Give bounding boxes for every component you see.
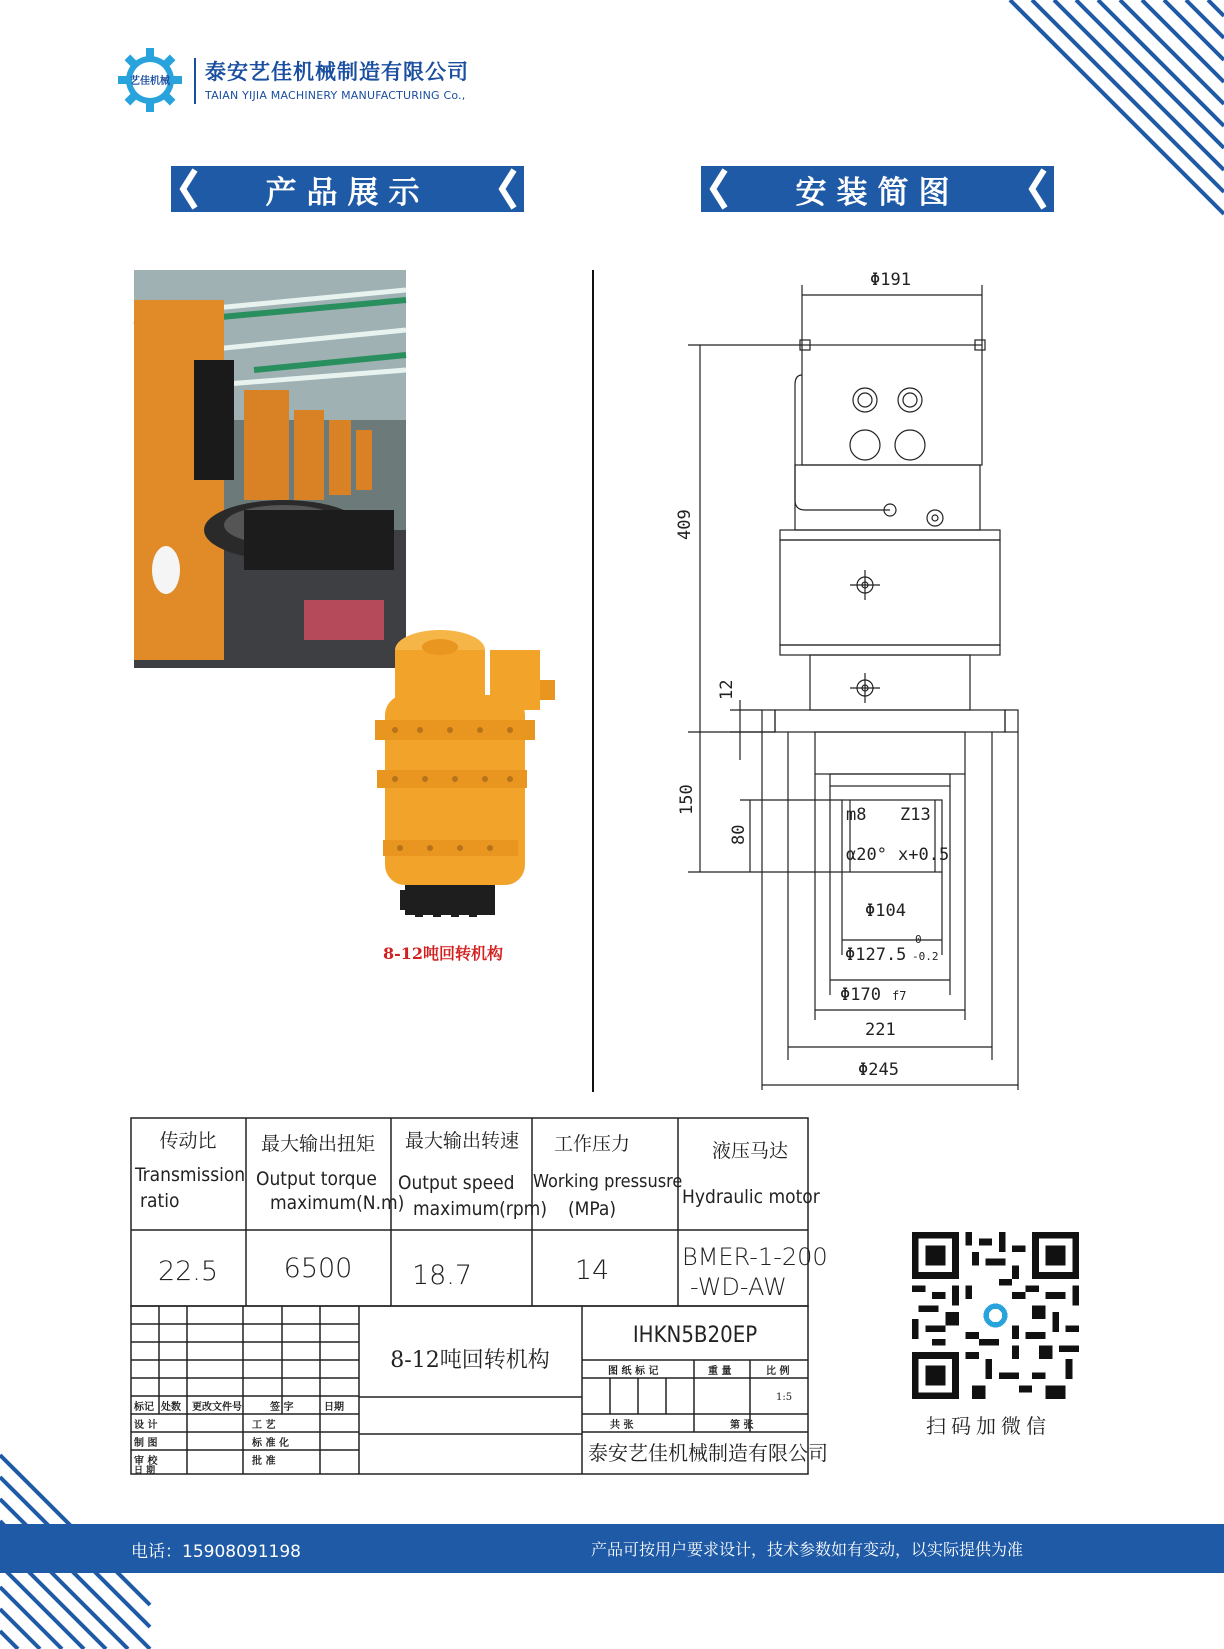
tb-company: 泰安艺佳机械制造有限公司 (588, 1441, 828, 1465)
dim-d127: Φ127.5 (845, 945, 907, 965)
tb-mid-approve: 批 准 (252, 1456, 276, 1467)
dim-12: 12 (717, 679, 737, 700)
value-ratio: 22.5 (157, 1256, 219, 1287)
section-banner-product (171, 166, 524, 212)
dim-221: 221 (865, 1020, 896, 1040)
header-speed-en1: Output speed (398, 1172, 515, 1194)
value-motor-line2: -WD-AW (690, 1273, 787, 1301)
company-logo (118, 48, 182, 112)
tb-col-count: 处数 (161, 1402, 181, 1413)
tb-label-weight: 重 量 (708, 1366, 732, 1377)
dim-d191: Φ191 (870, 270, 911, 290)
footer-note: 产品可按用户要求设计，技术参数如有变动，以实际提供为准 (591, 1540, 1024, 1559)
tb-scale-value: 1:5 (776, 1392, 793, 1403)
tb-mid-process: 工 艺 (252, 1420, 276, 1431)
section-divider (592, 270, 594, 1092)
chevron-left-icon (1024, 166, 1050, 212)
header-pressure-en2: (MPa) (568, 1198, 617, 1220)
chevron-left-icon (175, 166, 201, 212)
qr-label: 扫码加微信 (926, 1414, 1051, 1438)
qr-code[interactable] (912, 1232, 1079, 1399)
dim-409: 409 (675, 509, 695, 540)
tb-col-change: 更改文件号 (192, 1402, 242, 1413)
header-speed-en2: maximum(rpm) (413, 1198, 548, 1220)
header-torque-en1: Output torque (256, 1168, 377, 1190)
tb-mid-standard: 标 准 化 (252, 1438, 289, 1449)
dim-d127-tol-lower: -0.2 (912, 950, 939, 963)
tb-sheet-total: 共 张 (610, 1420, 634, 1431)
header-pressure-en1: Working pressusre (533, 1171, 683, 1192)
value-speed: 18.7 (411, 1260, 473, 1291)
tb-row-check: 审 校 (134, 1456, 158, 1467)
tb-product-name: 8-12吨回转机构 (390, 1348, 550, 1373)
chevron-left-icon (705, 166, 731, 212)
product-photo (375, 625, 585, 925)
header-ratio-en1: Transmission (135, 1164, 246, 1186)
footer-phone: 电话：15908091198 (131, 1542, 301, 1562)
tb-row-design: 设 计 (134, 1420, 158, 1431)
tb-sheet-no: 第 张 (730, 1420, 754, 1431)
tb-label-scale: 比 例 (766, 1366, 790, 1377)
logo-divider (194, 58, 196, 104)
value-torque: 6500 (283, 1253, 353, 1284)
header-speed-cn: 最大输出转速 (404, 1130, 520, 1152)
dim-80: 80 (729, 824, 749, 845)
dim-d127-tol-upper: 0 (915, 933, 922, 946)
header-motor-cn: 液压马达 (711, 1140, 789, 1162)
value-pressure: 14 (574, 1255, 610, 1286)
header-motor-en1: Hydraulic motor (682, 1186, 820, 1208)
tb-row-draw: 制 图 (134, 1438, 158, 1449)
section-title-product: 产品展示 (265, 174, 430, 211)
tb-col-mark: 标记 (134, 1402, 154, 1413)
logo-mark-text: 艺佳机械 (130, 76, 170, 87)
tb-col-date: 日期 (324, 1402, 344, 1413)
section-banner-install (701, 166, 1054, 212)
company-name-en: TAIAN YIJIA MACHINERY MANUFACTURING Co., (205, 89, 466, 102)
dim-150: 150 (677, 784, 697, 815)
chevron-left-icon (494, 166, 520, 212)
section-title-install: 安装简图 (795, 174, 960, 211)
dim-d170-fit: f7 (892, 989, 907, 1003)
gear-pressure-angle: α20° (846, 845, 887, 865)
header-ratio-cn: 传动比 (159, 1130, 217, 1152)
gear-teeth: Z13 (900, 805, 931, 825)
gear-shift: x+0.5 (898, 845, 950, 865)
header-ratio-en2: ratio (140, 1190, 180, 1212)
tb-col-sign: 签 字 (270, 1402, 294, 1413)
header-pressure-cn: 工作压力 (553, 1133, 631, 1155)
spec-table (130, 1117, 828, 1477)
dim-d245: Φ245 (858, 1060, 899, 1080)
tb-drawing-code: IHKN5B20EP (632, 1323, 758, 1348)
installation-drawing (660, 260, 1060, 1100)
header-torque-en2: maximum(N.m) (270, 1192, 405, 1214)
gear-module: m8 (846, 805, 867, 825)
company-name-cn: 泰安艺佳机械制造有限公司 (205, 60, 469, 84)
dim-d170: Φ170 (840, 985, 881, 1005)
tb-row-date: 日 期 (134, 1466, 156, 1476)
product-caption: 8-12吨回转机构 (383, 944, 504, 963)
header-torque-cn: 最大输出扭矩 (260, 1133, 376, 1155)
dim-d104: Φ104 (865, 901, 906, 921)
tb-label-drawing-mark: 图 纸 标 记 (608, 1366, 659, 1377)
value-motor-line1: BMER-1-200 (682, 1243, 828, 1271)
factory-photo (134, 270, 406, 668)
